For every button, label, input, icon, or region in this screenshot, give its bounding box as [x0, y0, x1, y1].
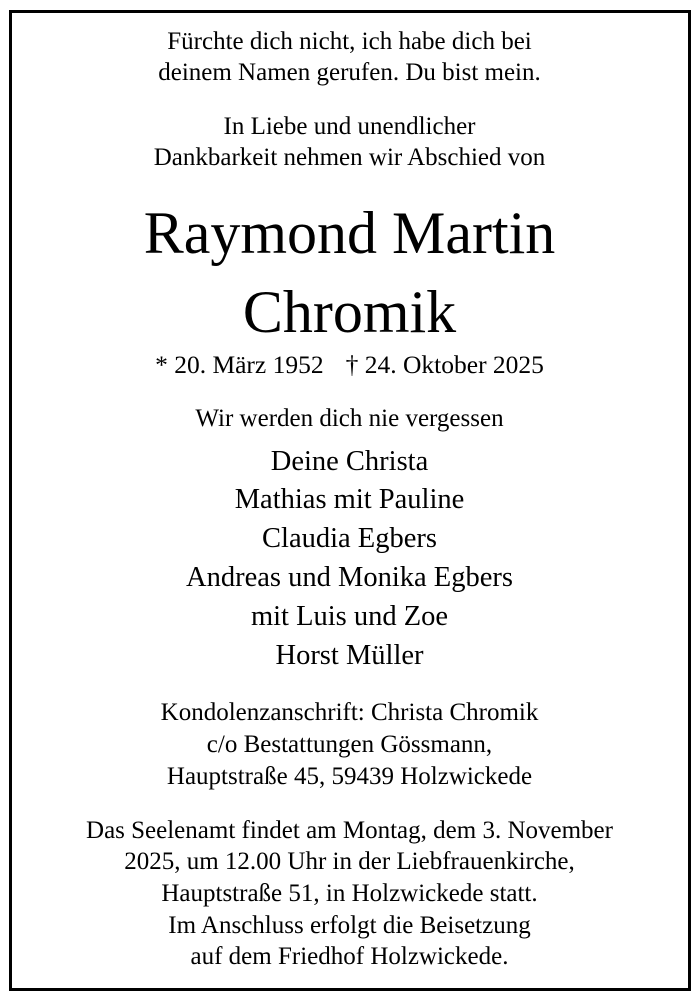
service-line: 2025, um 12.00 Uhr in der Liebfrauenkirche,	[124, 848, 575, 875]
service-line: Im Anschluss erfolgt die Beisetzung	[168, 912, 531, 939]
verse-line: deinem Namen gerufen. Du bist mein.	[158, 59, 541, 86]
address-line: c/o Bestattungen Gössmann,	[206, 731, 493, 758]
mourner-line: mit Luis und Zoe	[250, 601, 449, 632]
intro-line: Dankbarkeit nehmen wir Abschied von	[153, 144, 546, 171]
address-line: Hauptstraße 45, 59439 Holzwickede	[166, 763, 533, 790]
tagline: Wir werden dich nie vergessen	[195, 405, 504, 432]
verse-line: Fürchte dich nicht, ich habe dich bei	[167, 28, 532, 55]
birth-date: * 20. März 1952	[155, 350, 324, 379]
mourner-line: Horst Müller	[275, 640, 424, 671]
deceased-name: Raymond Martin	[143, 200, 556, 266]
life-dates	[0, 350, 699, 380]
service-line: Hauptstraße 51, in Holzwickede statt.	[161, 880, 538, 907]
address-line: Kondolenzanschrift: Christa Chromik	[160, 699, 539, 726]
service-line: Das Seelenamt findet am Montag, dem 3. November	[86, 817, 613, 844]
mourner-line: Deine Christa	[270, 446, 429, 477]
death-date: † 24. Oktober 2025	[345, 350, 544, 379]
intro-line: In Liebe und unendlicher	[223, 113, 476, 140]
mourner-line: Mathias mit Pauline	[234, 484, 465, 515]
service-line: auf dem Friedhof Holzwickede.	[190, 943, 509, 970]
deceased-surname: Chromik	[242, 279, 457, 345]
mourner-line: Claudia Egbers	[262, 523, 437, 554]
mourner-line: Andreas und Monika Egbers	[186, 562, 513, 593]
